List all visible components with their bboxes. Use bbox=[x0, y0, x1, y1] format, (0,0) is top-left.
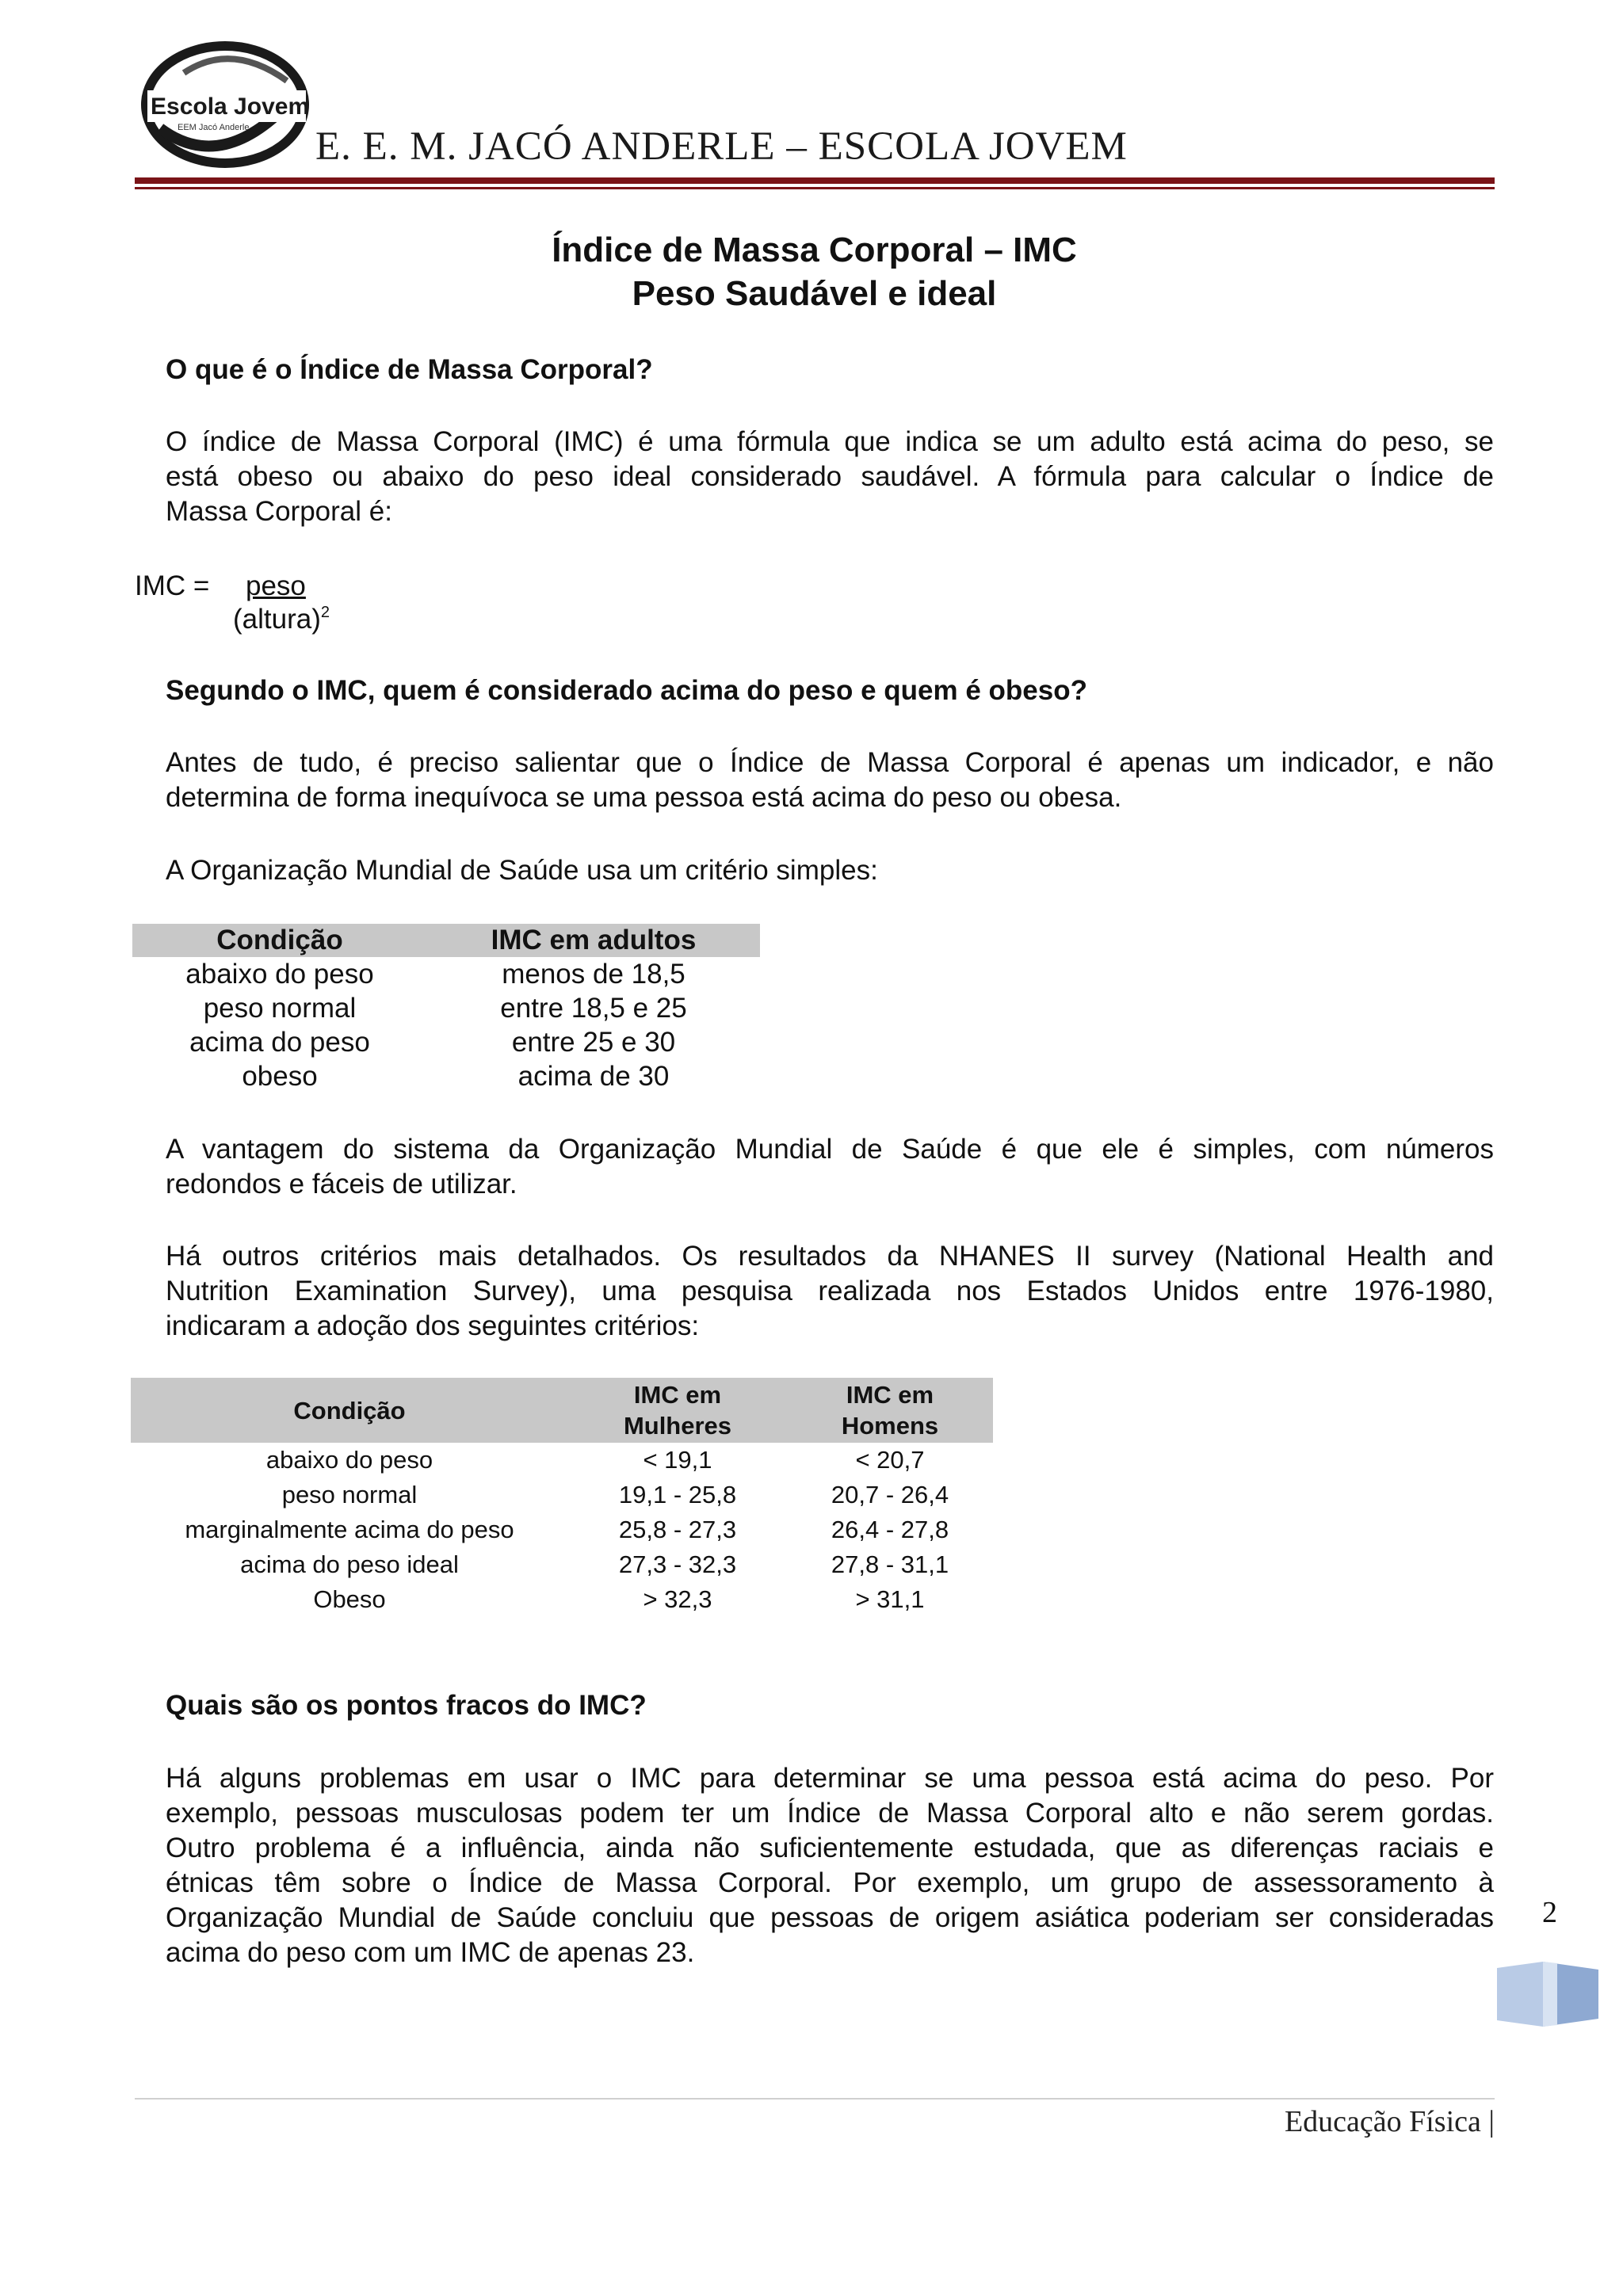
paragraph-line: exemplo, pessoas musculosas podem ter um Índice de Massa Corporal alto e não serem gordas. bbox=[166, 1798, 1494, 1829]
paragraph-oms-criterion: A Organização Mundial de Saúde usa um critério simples: bbox=[166, 855, 878, 886]
formula-denominator-text: (altura) bbox=[233, 604, 321, 635]
paragraph-line: redondos e fáceis de utilizar. bbox=[166, 1169, 517, 1199]
paragraph-line: Há outros critérios mais detalhados. Os resultados da NHANES II survey (National Health and bbox=[166, 1241, 1494, 1272]
formula-lhs: IMC = bbox=[135, 570, 210, 601]
page-number: 2 bbox=[1542, 1896, 1557, 1929]
column-header: Condição bbox=[132, 924, 427, 957]
header-rule-thin bbox=[135, 187, 1495, 189]
table-row bbox=[132, 1059, 785, 1093]
table-row bbox=[132, 957, 785, 991]
table-cell: 27,8 - 31,1 bbox=[831, 1550, 949, 1578]
column-header bbox=[568, 1378, 787, 1443]
column-header-text: IMC em Mulheres bbox=[623, 1381, 732, 1440]
table-cell: 25,8 - 27,3 bbox=[618, 1516, 737, 1543]
table-row bbox=[132, 991, 785, 1025]
paragraph-line: O índice de Massa Corporal (IMC) é uma fórmula que indica se um adulto está acima do peso, se bbox=[166, 426, 1494, 457]
column-header bbox=[787, 1378, 993, 1443]
table-cell: marginalmente acima do peso bbox=[185, 1516, 514, 1543]
oms-imc-table bbox=[132, 924, 785, 1093]
document-subtitle: Peso Saudável e ideal bbox=[632, 274, 997, 313]
column-header-text: IMC em Homens bbox=[841, 1381, 939, 1440]
table-cell: Obeso bbox=[313, 1585, 386, 1613]
table-cell: < 20,7 bbox=[855, 1446, 925, 1474]
table-cell: 27,3 - 32,3 bbox=[618, 1550, 737, 1578]
paragraph-line: determina de forma inequívoca se uma pessoa está acima do peso ou obesa. bbox=[166, 782, 1122, 813]
table-header-row bbox=[131, 1378, 993, 1443]
column-header: Condição bbox=[131, 1378, 568, 1443]
table-row bbox=[131, 1582, 993, 1617]
paragraph-line: Há alguns problemas em usar o IMC para determinar se uma pessoa está acima do peso. Por bbox=[166, 1763, 1494, 1794]
school-logo bbox=[136, 41, 311, 168]
table-cell: obeso bbox=[242, 1060, 318, 1092]
table-cell: acima do peso ideal bbox=[240, 1550, 459, 1578]
paragraph-line: Nutrition Examination Survey), uma pesquisa realizada nos Estados Unidos entre 1976-1980, bbox=[166, 1276, 1494, 1306]
table-row bbox=[131, 1478, 993, 1512]
paragraph-line: A vantagem do sistema da Organização Mundial de Saúde é que ele é simples, com números bbox=[166, 1134, 1494, 1165]
table-cell: abaixo do peso bbox=[185, 958, 374, 990]
logo-subtext: EEM Jacó Anderle bbox=[178, 123, 250, 132]
formula-numerator: peso bbox=[246, 570, 306, 601]
paragraph-weak-points bbox=[166, 1761, 1494, 1970]
table-cell: abaixo do peso bbox=[265, 1446, 433, 1474]
table-cell: 26,4 - 27,8 bbox=[831, 1516, 949, 1543]
formula-exponent: 2 bbox=[320, 604, 330, 621]
paragraph-line: Massa Corporal é: bbox=[166, 496, 392, 527]
page-tab-decoration bbox=[1494, 1962, 1605, 2027]
table-cell: < 19,1 bbox=[643, 1446, 712, 1474]
table-cell: 20,7 - 26,4 bbox=[831, 1481, 949, 1508]
column-header: IMC em adultos bbox=[427, 924, 760, 957]
table-cell: entre 25 e 30 bbox=[511, 1026, 676, 1058]
paragraph-line: acima do peso com um IMC de apenas 23. bbox=[166, 1937, 695, 1968]
table-cell: entre 18,5 e 25 bbox=[500, 992, 687, 1024]
table-row bbox=[132, 1025, 785, 1059]
table-cell: > 32,3 bbox=[643, 1585, 712, 1613]
section-heading-overweight: Segundo o IMC, quem é considerado acima do peso e quem é obeso? bbox=[166, 675, 1087, 706]
table-row bbox=[131, 1547, 993, 1582]
table-cell: menos de 18,5 bbox=[502, 958, 685, 990]
paragraph-line: Organização Mundial de Saúde concluiu que pessoas de origem asiática poderiam ser consideradas bbox=[166, 1902, 1494, 1933]
table-row bbox=[131, 1512, 993, 1547]
paragraph-nhanes bbox=[166, 1239, 1494, 1344]
paragraph-line: está obeso ou abaixo do peso ideal considerado saudável. A fórmula para calcular o Índice de bbox=[166, 461, 1494, 492]
school-name: E. E. M. JACÓ ANDERLE – ESCOLA JOVEM bbox=[315, 124, 1128, 169]
formula-denominator bbox=[233, 604, 330, 635]
paragraph-indicator bbox=[166, 746, 1494, 815]
paragraph-line: étnicas têm sobre o Índice de Massa Corporal. Por exemplo, um grupo de assessoramento à bbox=[166, 1867, 1494, 1898]
paragraph-oms-advantage bbox=[166, 1132, 1494, 1202]
table-row bbox=[131, 1443, 993, 1478]
table-header-row bbox=[132, 924, 785, 957]
table-cell: acima do peso bbox=[189, 1026, 370, 1058]
paragraph-imc-definition bbox=[166, 425, 1494, 529]
nhanes-imc-table bbox=[131, 1378, 993, 1617]
table-cell: peso normal bbox=[281, 1481, 418, 1508]
section-heading-weak-points: Quais são os pontos fracos do IMC? bbox=[166, 1690, 647, 1721]
header-rule-thick bbox=[135, 177, 1495, 184]
paragraph-line: indicaram a adoção dos seguintes critérios: bbox=[166, 1310, 700, 1341]
logo-text: Escola Jovem bbox=[151, 93, 310, 120]
paragraph-line: Outro problema é a influência, ainda não suficientemente estudada, que as diferenças raciais e bbox=[166, 1833, 1494, 1863]
table-cell: acima de 30 bbox=[517, 1060, 670, 1092]
paragraph-line: Antes de tudo, é preciso salientar que o Índice de Massa Corporal é apenas um indicador, e não bbox=[166, 747, 1494, 778]
footer-text: Educação Física | bbox=[1284, 2105, 1495, 2138]
section-heading-what-is-imc: O que é o Índice de Massa Corporal? bbox=[166, 354, 653, 385]
table-cell: > 31,1 bbox=[855, 1585, 925, 1613]
document-title: Índice de Massa Corporal – IMC bbox=[552, 231, 1077, 269]
table-cell: 19,1 - 25,8 bbox=[618, 1481, 737, 1508]
footer-rule bbox=[135, 2098, 1495, 2100]
table-cell: peso normal bbox=[203, 992, 357, 1024]
